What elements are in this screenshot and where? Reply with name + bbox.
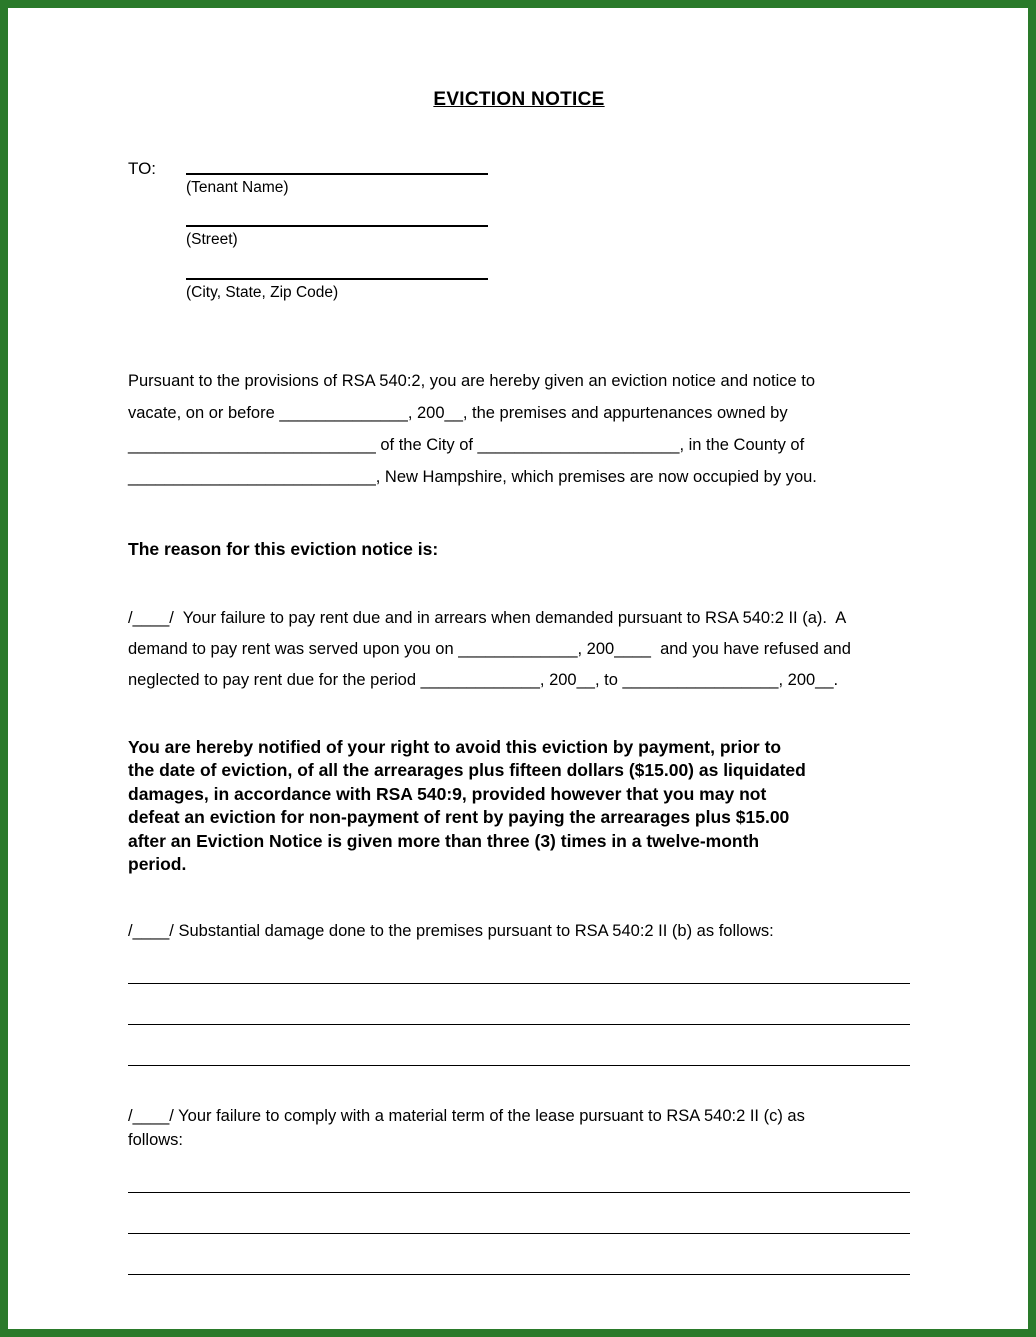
street-caption: (Street) [186, 231, 238, 249]
document-page [8, 88, 1028, 1275]
lease-term-answer-lines [128, 1152, 910, 1275]
damage-answer-lines [128, 943, 910, 1066]
reason-heading: The reason for this eviction notice is: [128, 538, 439, 559]
tenant-name-line [186, 158, 488, 175]
recipient-fields [186, 158, 910, 315]
intro-line: ___________________________, New Hampshire, which premises are now occupied by you. [128, 467, 817, 486]
city-state-zip-caption: (City, State, Zip Code) [186, 283, 339, 301]
reason-damage-line: /____/ Substantial damage done to the premises pursuant to RSA 540:2 II (b) as follows: [128, 921, 774, 940]
blank-line [128, 943, 910, 984]
reason-nonpayment-line: /____/ Your failure to pay rent due and in arrears when demanded pursuant to RSA 540:2 II (a). A [128, 608, 847, 627]
reason-damage-paragraph [128, 919, 910, 943]
payment-notice-paragraph [128, 736, 910, 877]
street-field [186, 210, 910, 249]
city-state-zip-field [186, 263, 910, 302]
blank-line [128, 984, 910, 1025]
tenant-name-caption: (Tenant Name) [186, 178, 289, 196]
intro-line: Pursuant to the provisions of RSA 540:2, you are hereby given an eviction notice and notice to [128, 371, 816, 390]
document-title: EVICTION NOTICE [433, 89, 605, 110]
blank-line [128, 1193, 910, 1234]
reason-lease-term-paragraph [128, 1104, 910, 1152]
city-state-zip-line [186, 263, 488, 280]
intro-line: ___________________________ of the City of ______________________, in the County of [128, 435, 805, 454]
payment-notice-line: period. [128, 854, 187, 875]
intro-line: vacate, on or before ______________, 200__, the premises and appurtenances owned by [128, 403, 788, 422]
payment-notice-line: the date of eviction, of all the arrearages plus fifteen dollars ($15.00) as liquidated [128, 760, 806, 781]
recipient-block [128, 158, 910, 315]
street-line [186, 210, 488, 227]
reason-nonpayment-line: neglected to pay rent due for the period _____________, 200__, to _________________, 200__. [128, 670, 839, 689]
reason-nonpayment-paragraph [128, 603, 910, 696]
payment-notice-line: damages, in accordance with RSA 540:9, provided however that you may not [128, 783, 767, 804]
to-label: TO: [128, 158, 157, 178]
payment-notice-line: defeat an eviction for non-payment of rent by paying the arrearages plus $15.00 [128, 807, 790, 828]
reason-nonpayment-line: demand to pay rent was served upon you on _____________, 200____ and you have refused and [128, 639, 851, 658]
blank-line [128, 1234, 910, 1275]
reason-lease-term-line: follows: [128, 1130, 184, 1149]
blank-line [128, 1152, 910, 1193]
tenant-name-field [186, 158, 910, 197]
payment-notice-line: You are hereby notified of your right to avoid this eviction by payment, prior to [128, 736, 782, 757]
reason-lease-term-line: /____/ Your failure to comply with a material term of the lease pursuant to RSA 540:2 II (c) as [128, 1106, 805, 1125]
intro-paragraph [128, 365, 910, 493]
blank-line [128, 1025, 910, 1066]
payment-notice-line: after an Eviction Notice is given more than three (3) times in a twelve-month [128, 830, 760, 851]
